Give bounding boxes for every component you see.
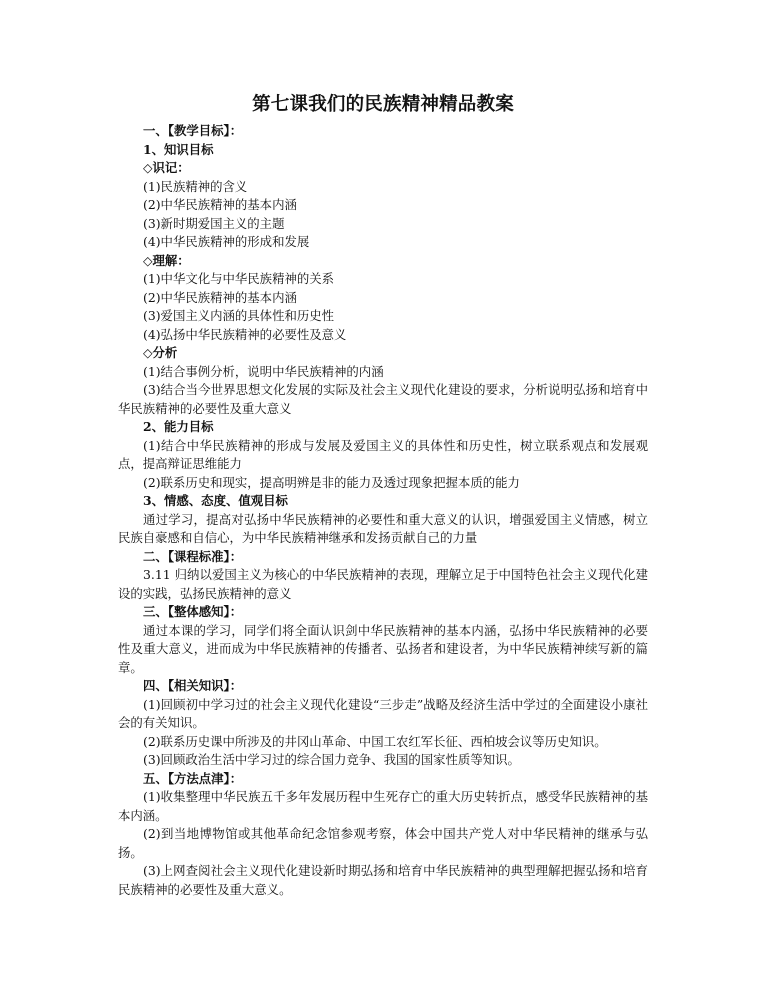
paragraph: (2)到当地博物馆或其他革命纪念馆参观考察，体会中国共产党人对中华民精神的继承与弘扬。 [118, 826, 648, 860]
document-body [118, 122, 648, 899]
section-heading: 三、【整体感知】： [143, 604, 243, 619]
paragraph: (1)结合中华民族精神的形成与发展及爱国主义的具体性和历史性，树立联系观点和发展观点，提高辩证思维能力 [118, 437, 648, 471]
list-item: (4)弘扬中华民族精神的必要性及意义 [143, 326, 347, 342]
document-page [118, 92, 648, 899]
section-heading: 二、【课程标准】： [143, 548, 243, 564]
list-item: (1)民族精神的含义 [143, 178, 248, 194]
paragraph: 通过本课的学习，同学们将全面认识剑中华民族精神的基本内涵，弘扬中华民族精神的必要性及重大意义，进而成为中华民族精神的传播者、弘扬者和建设者，为中华民族精神续写新的篇章。 [118, 622, 648, 675]
list-item: (3)新时期爱国主义的主题 [143, 215, 285, 231]
list-item: (2)中华民族精神的基本内涵 [143, 289, 297, 305]
subsection-heading: 3、情感、态度、值观目标 [143, 493, 288, 508]
paragraph: (3)回顾政治生活中学习过的综合国力竞争、我国的国家性质等知识。 [143, 752, 520, 767]
list-item: (2)中华民族精神的基本内涵 [143, 197, 297, 212]
section-heading: 四、【相关知识】： [143, 678, 243, 693]
document-title: 第七课我们的民族精神精品教案 [252, 94, 514, 115]
paragraph: (2)联系历史和现实，提高明辨是非的能力及透过现象把握本质的能力 [143, 474, 520, 490]
list-item: (3)爱国主义内涵的具体性和历史性 [143, 308, 335, 323]
section-heading: 五、【方法点津】： [143, 770, 243, 786]
paragraph: (3)上网查阅社会主义现代化建设新时期弘扬和培育中华民族精神的典型理解把握弘扬和培育民族精神的必要性及重大意义。 [118, 863, 648, 897]
paragraph: (2)联系历史课中所涉及的井冈山革命、中国工农红军长征、西柏坡会议等历史知识。 [143, 733, 607, 749]
diamond-heading: ◇分析 [143, 345, 178, 360]
subsection-heading: 2、能力目标 [143, 419, 214, 434]
list-item: (1)结合事例分析，说明中华民族精神的内涵 [143, 363, 384, 379]
paragraph: (1)收集整理中华民族五千多年发展历程中生死存亡的重大历史转折点，感受华民族精神的基本内涵。 [118, 789, 648, 823]
paragraph: (1)回顾初中学习过的社会主义现代化建设“三步走”战略及经济生活中学过的全面建设小康社会的有关知识。 [118, 696, 648, 730]
diamond-heading: ◇理解： [143, 252, 190, 268]
paragraph: 通过学习，提高对弘扬中华民族精神的必要性和重大意义的认识，增强爱国主义情感，树立民族自豪感和自信心，为中华民族精神继承和发扬贡献自己的力量 [118, 511, 648, 545]
subsection-heading: 1、知识目标 [143, 141, 214, 157]
list-item: (4)中华民族精神的形成和发展 [143, 234, 310, 249]
paragraph: 3.11 归纳以爱国主义为核心的中华民族精神的表现，理解立足于中国特色社会主义现代化建设的实践，弘扬民族精神的意义 [118, 567, 648, 601]
list-item: (1)中华文化与中华民族精神的关系 [143, 271, 335, 286]
paragraph: (3)结合当今世界思想文化发展的实际及社会主义现代化建设的要求，分析说明弘扬和培育中华民族精神的必要性及重大意义 [118, 382, 648, 416]
diamond-heading: ◇识记： [143, 160, 190, 175]
section-heading: 一、【教学目标】： [143, 123, 243, 138]
